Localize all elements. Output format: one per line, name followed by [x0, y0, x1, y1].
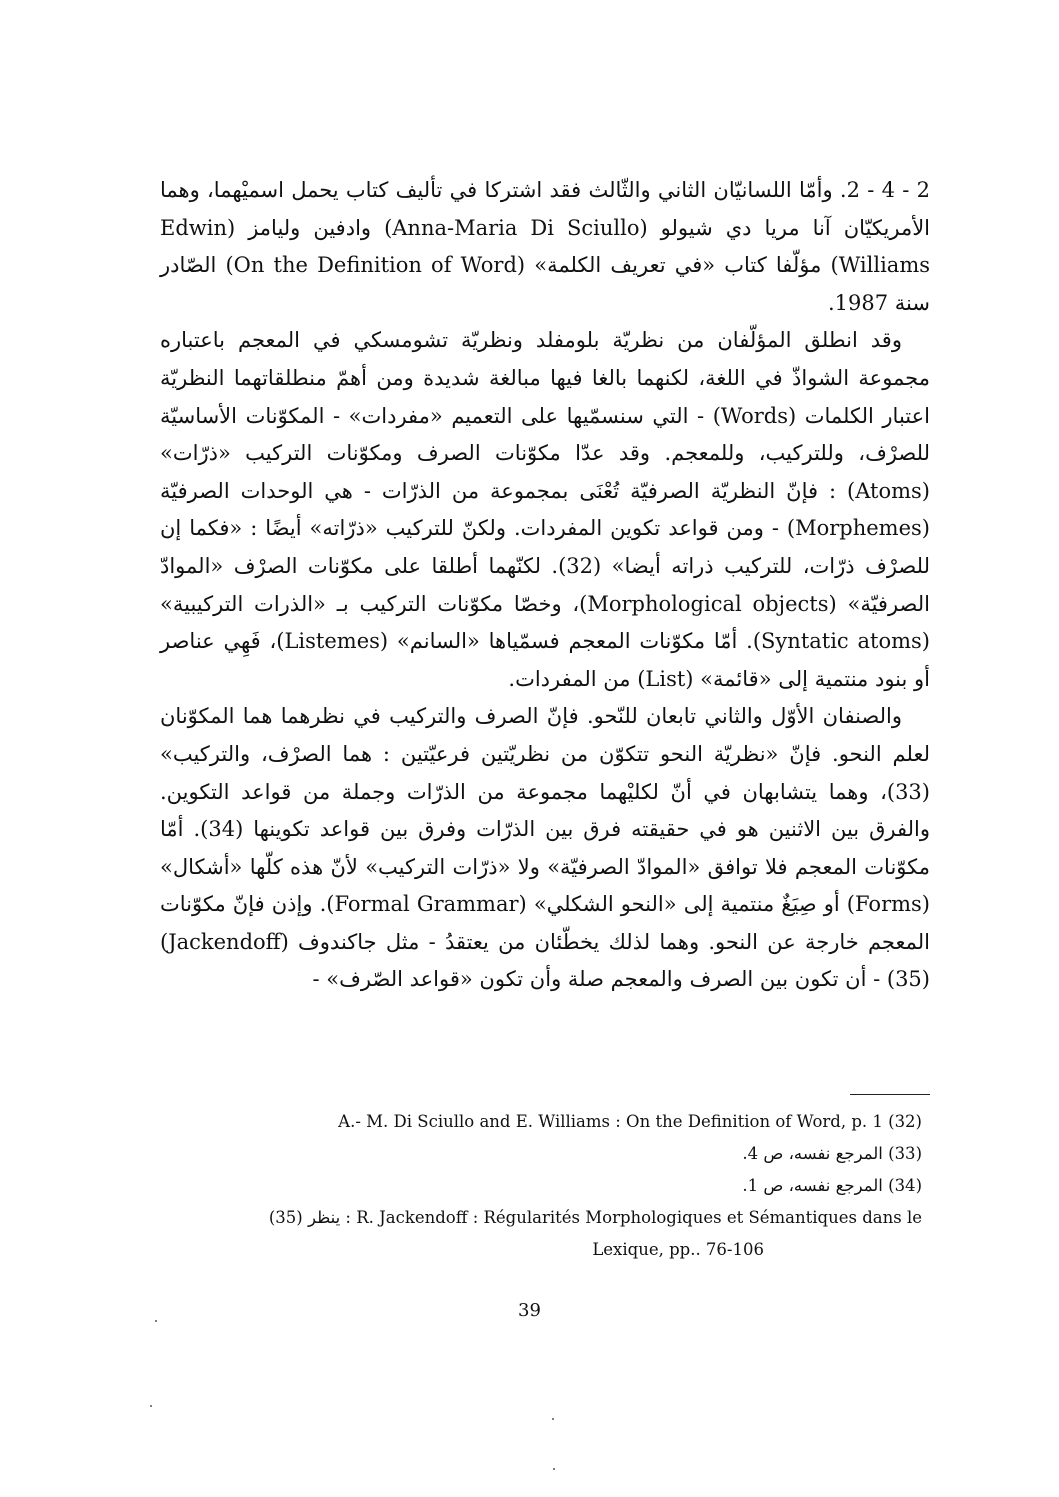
paragraph-grammar: والصنفان الأوّل والثاني تابعان للنّحو. فإنّ الصرف والتركيب في نظرهما هما المكوّنان لعلم النحو. فإنّ «نظريّة النحو تتكوّن من نظريّتين فرعيّتين : هما الصرْف، والتركيب» (33)، وهما يتشابهان في أنّ لكليْهما مجموعة من الذرّات وجملة من قواعد التكوين. والفرق بين الاثنين هو في حقيقته فرق بين الذرّات وفرق بين قواعد تكوينها (34). أمّا مكوّنات المعجم فلا توافق «الموادّ الصرفيّة» ولا «ذرّات التركيب» لأنّ هذه كلّها «أشكال» (Forms) أو صِيَغٌ منتمية إلى «النحو الشكلي» (Formal Grammar). وإذن فإنّ مكوّنات المعجم خارجة عن النحو. وهما لذلك يخطّئان من يعتقدُ - مثل جاكندوف (Jackendoff) (35) - أن تكون بين الصرف والمعجم صلة وأن تكون «قواعد الصّرف» - [160, 704, 930, 992]
main-text [160, 172, 930, 999]
footnote-34: (34) المرجع نفسه، ص 1. [742, 1176, 922, 1195]
footnote-35: R. Jackendoff : Régularités Morphologiques et Sémantiques dans le : ينظر (35) [268, 1208, 922, 1227]
paragraph-intro: 2 - 4 - 2. وأمّا اللسانيّان الثاني والثّالث فقد اشتركا في تأليف كتاب يحمل اسميْهما، وهما الأمريكيّان آنا مريا دي شيولو (Anna-Maria Di Sciullo) وادفين وليامز (Edwin Williams) مؤلّفا كتاب «في تعريف الكلمة» (On the Definition of Word) الصّادر سنة 1987. [160, 178, 931, 315]
paragraph-atoms: وقد انطلق المؤلّفان من نظريّة بلومفلد ونظريّة تشومسكي في المعجم باعتباره مجموعة الشواذّ في اللغة، لكنهما بالغا فيها مبالغة شديدة ومن أهمّ منطلقاتهما النظريّة اعتبار الكلمات (Words) - التي سنسمّيها على التعميم «مفردات» - المكوّنات الأساسيّة للصرْف، وللتركيب، وللمعجم. وقد عدّا مكوّنات الصرف ومكوّنات التركيب «ذرّات» (Atoms) : فإنّ النظريّة الصرفيّة تُعْنَى بمجموعة من الذرّات - هي الوحدات الصرفيّة (Morphemes) - ومن قواعد تكوين المفردات. ولكنّ للتركيب «ذرّاته» أيضًا : «فكما إن للصرْف ذرّات، للتركيب ذراته أيضا» (32). لكنّهما أطلقا على مكوّنات الصرْف «الموادّ الصرفيّة» (Morphological objects)، وخصّا مكوّنات التركيب بـ «الذرات التركيبية» (Syntatic atoms). أمّا مكوّنات المعجم فسمّياها «السانم» (Listemes)، فَهِي عناصر أو بنود منتمية إلى «قائمة» (List) من المفردات. [160, 328, 930, 691]
footnotes [160, 1106, 930, 1266]
footnote-rule [850, 1094, 930, 1095]
scan-speck [155, 1320, 157, 1322]
scan-speck [150, 1405, 152, 1407]
scan-speck [552, 1418, 554, 1420]
footnote-33: (33) المرجع نفسه، ص 4. [742, 1144, 922, 1163]
page-number: 39 [518, 1300, 541, 1321]
scan-speck [553, 1468, 555, 1470]
footnote-35-continuation: Lexique, pp.. 76-106 [592, 1240, 764, 1259]
footnote-32: A.- M. Di Sciullo and E. Williams : On the Definition of Word, p. 1 (32) [338, 1112, 922, 1131]
